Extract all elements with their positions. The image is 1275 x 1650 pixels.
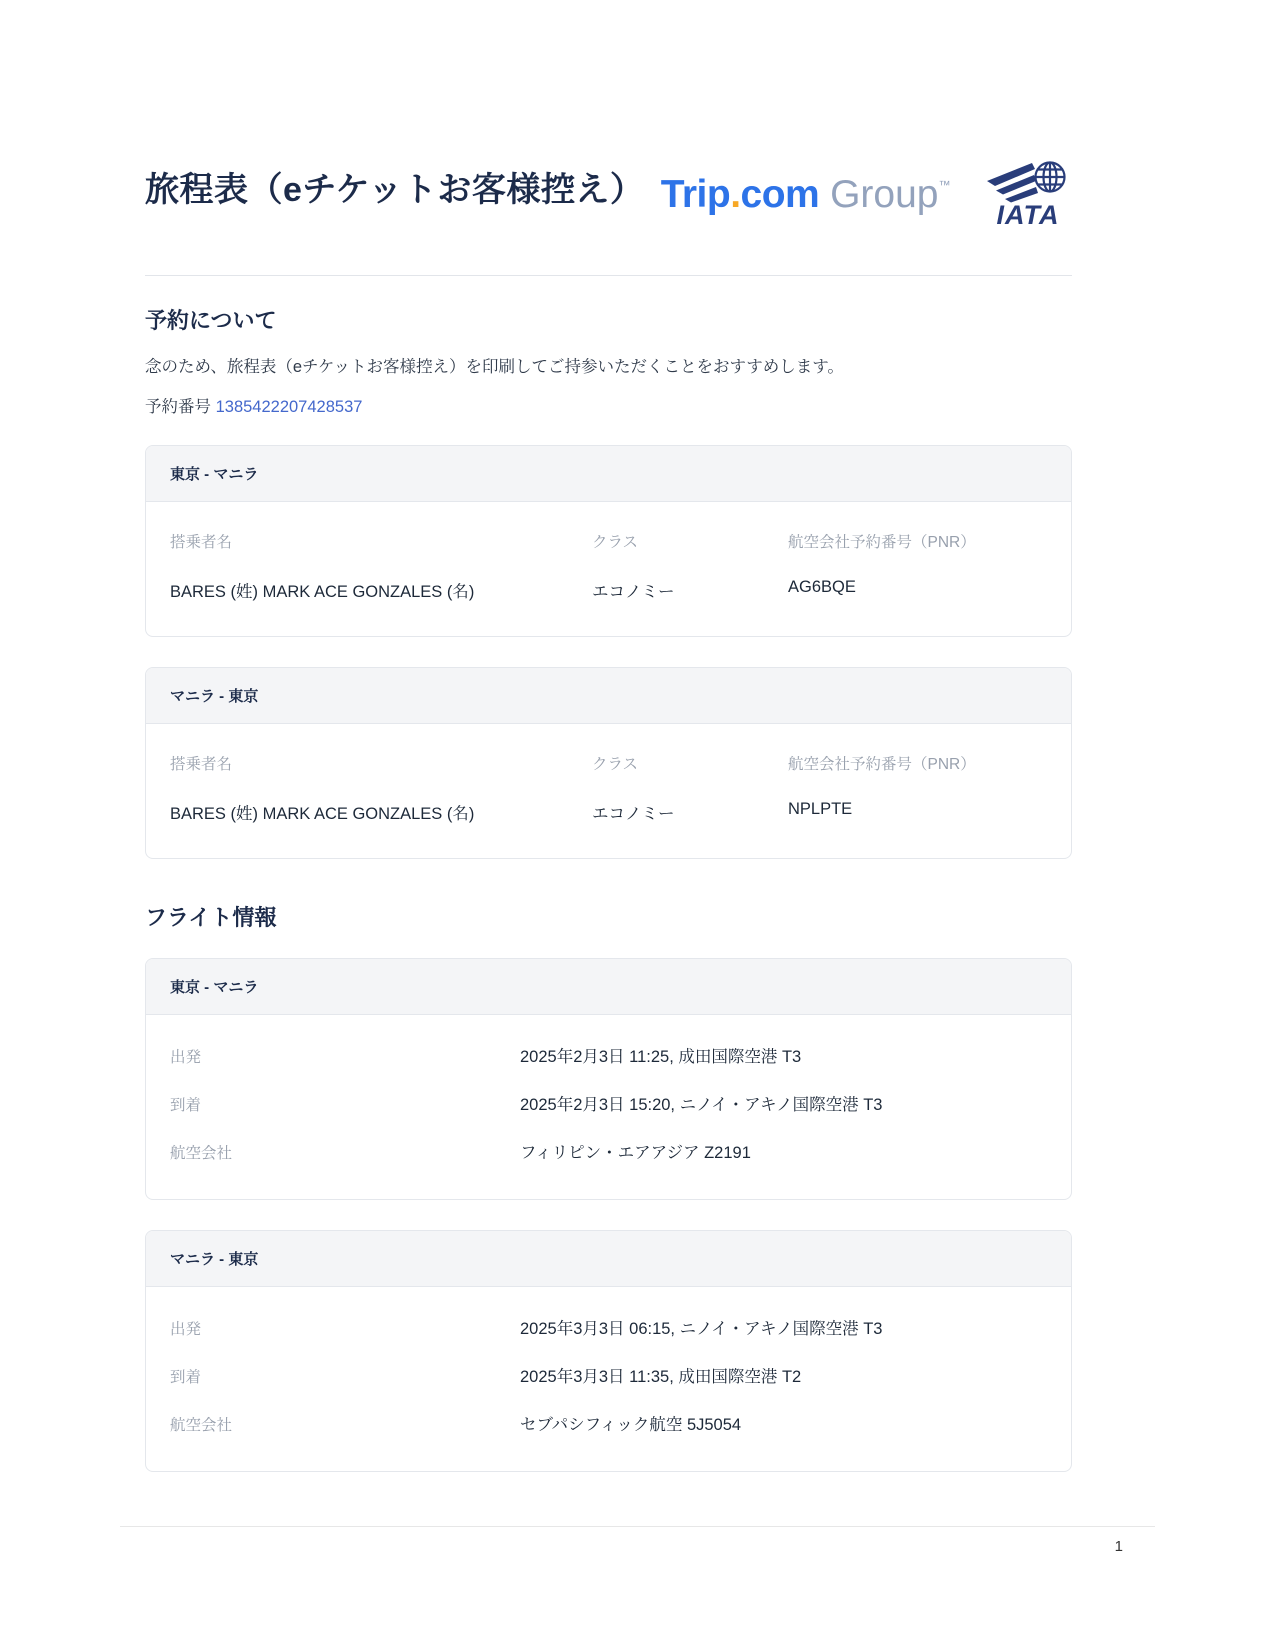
departure-value: 2025年3月3日 06:15, ニノイ・アキノ国際空港 T3 [520, 1319, 883, 1338]
pnr-code: AG6BQE [788, 577, 856, 596]
card-header [146, 959, 1071, 1015]
passenger-name: BARES (姓) MARK ACE GONZALES (名) [170, 582, 475, 601]
iata-logo [984, 158, 1072, 231]
title-divider [145, 275, 1072, 276]
card-header [146, 668, 1071, 724]
booking-card-tokyo-manila [145, 445, 1072, 637]
logo-area [661, 148, 1072, 231]
tripcom-logo-trip: Trip [660, 172, 731, 216]
arrival-row [170, 1351, 1047, 1399]
flights-section-heading: フライト情報 [145, 904, 277, 930]
tripcom-group-logo [661, 173, 950, 217]
passenger-column-label: 搭乗者名 [170, 755, 233, 773]
card-body [146, 1015, 1071, 1199]
booking-number-row [145, 393, 1072, 417]
airline-value: フィリピン・エアアジア Z2191 [520, 1143, 751, 1162]
route-title: 東京 - マニラ [170, 978, 259, 996]
departure-label: 出発 [170, 1048, 202, 1066]
airline-value: セブパシフィック航空 5J5054 [520, 1415, 742, 1434]
pnr-column-label: 航空会社予約番号（PNR） [788, 533, 976, 551]
cabin-class: エコノミー [592, 582, 675, 601]
arrival-value: 2025年3月3日 11:35, 成田国際空港 T2 [520, 1367, 802, 1386]
class-column-label: クラス [592, 533, 639, 551]
document-page [145, 0, 1072, 1472]
departure-row [170, 1303, 1047, 1351]
arrival-row [170, 1079, 1047, 1127]
header [145, 0, 1072, 231]
departure-row [170, 1031, 1047, 1079]
route-title: マニラ - 東京 [170, 1250, 259, 1268]
footer-divider [120, 1526, 1155, 1527]
cabin-class: エコノミー [592, 804, 675, 823]
class-column-label: クラス [592, 755, 639, 773]
booking-number-link[interactable]: 1385422207428537 [215, 397, 363, 416]
passenger-column-label: 搭乗者名 [170, 533, 233, 551]
airline-label: 航空会社 [170, 1144, 233, 1162]
booking-card-manila-tokyo [145, 667, 1072, 859]
pnr-column-label: 航空会社予約番号（PNR） [788, 755, 976, 773]
route-title: マニラ - 東京 [170, 687, 259, 705]
trademark-symbol: ™ [938, 177, 950, 192]
passenger-name: BARES (姓) MARK ACE GONZALES (名) [170, 804, 475, 823]
card-body [146, 1287, 1071, 1471]
pnr-code: NPLPTE [788, 799, 853, 818]
page-number: 1 [1114, 1538, 1123, 1555]
airline-row [170, 1127, 1047, 1175]
arrival-label: 到着 [170, 1096, 202, 1114]
airline-label: 航空会社 [170, 1416, 233, 1434]
flight-card-tokyo-manila [145, 958, 1072, 1200]
airline-row [170, 1399, 1047, 1447]
column-headers-row [170, 530, 1047, 552]
arrival-value: 2025年2月3日 15:20, ニノイ・アキノ国際空港 T3 [520, 1095, 883, 1114]
tripcom-logo-com: com [740, 172, 820, 216]
column-headers-row [170, 752, 1047, 774]
tripcom-logo-group: Group [830, 172, 939, 216]
card-header [146, 446, 1071, 502]
flight-card-manila-tokyo [145, 1230, 1072, 1472]
arrival-label: 到着 [170, 1368, 202, 1386]
departure-label: 出発 [170, 1320, 202, 1338]
booking-number-label: 予約番号 [145, 397, 211, 416]
iata-wing-globe-icon [987, 158, 1069, 204]
booking-section-heading: 予約について [145, 308, 277, 333]
page-title: 旅程表（eチケットお客様控え） [145, 170, 645, 209]
tripcom-logo-dot: . [730, 172, 741, 216]
iata-wordmark: IATA [996, 200, 1060, 230]
values-row [170, 578, 1047, 602]
route-title: 東京 - マニラ [170, 465, 259, 483]
card-body [146, 502, 1071, 636]
departure-value: 2025年2月3日 11:25, 成田国際空港 T3 [520, 1047, 802, 1066]
values-row [170, 800, 1047, 824]
booking-note: 念のため、旅程表（eチケットお客様控え）を印刷してご持参いただくことをおすすめします。 [145, 358, 844, 376]
card-header [146, 1231, 1071, 1287]
card-body [146, 724, 1071, 858]
